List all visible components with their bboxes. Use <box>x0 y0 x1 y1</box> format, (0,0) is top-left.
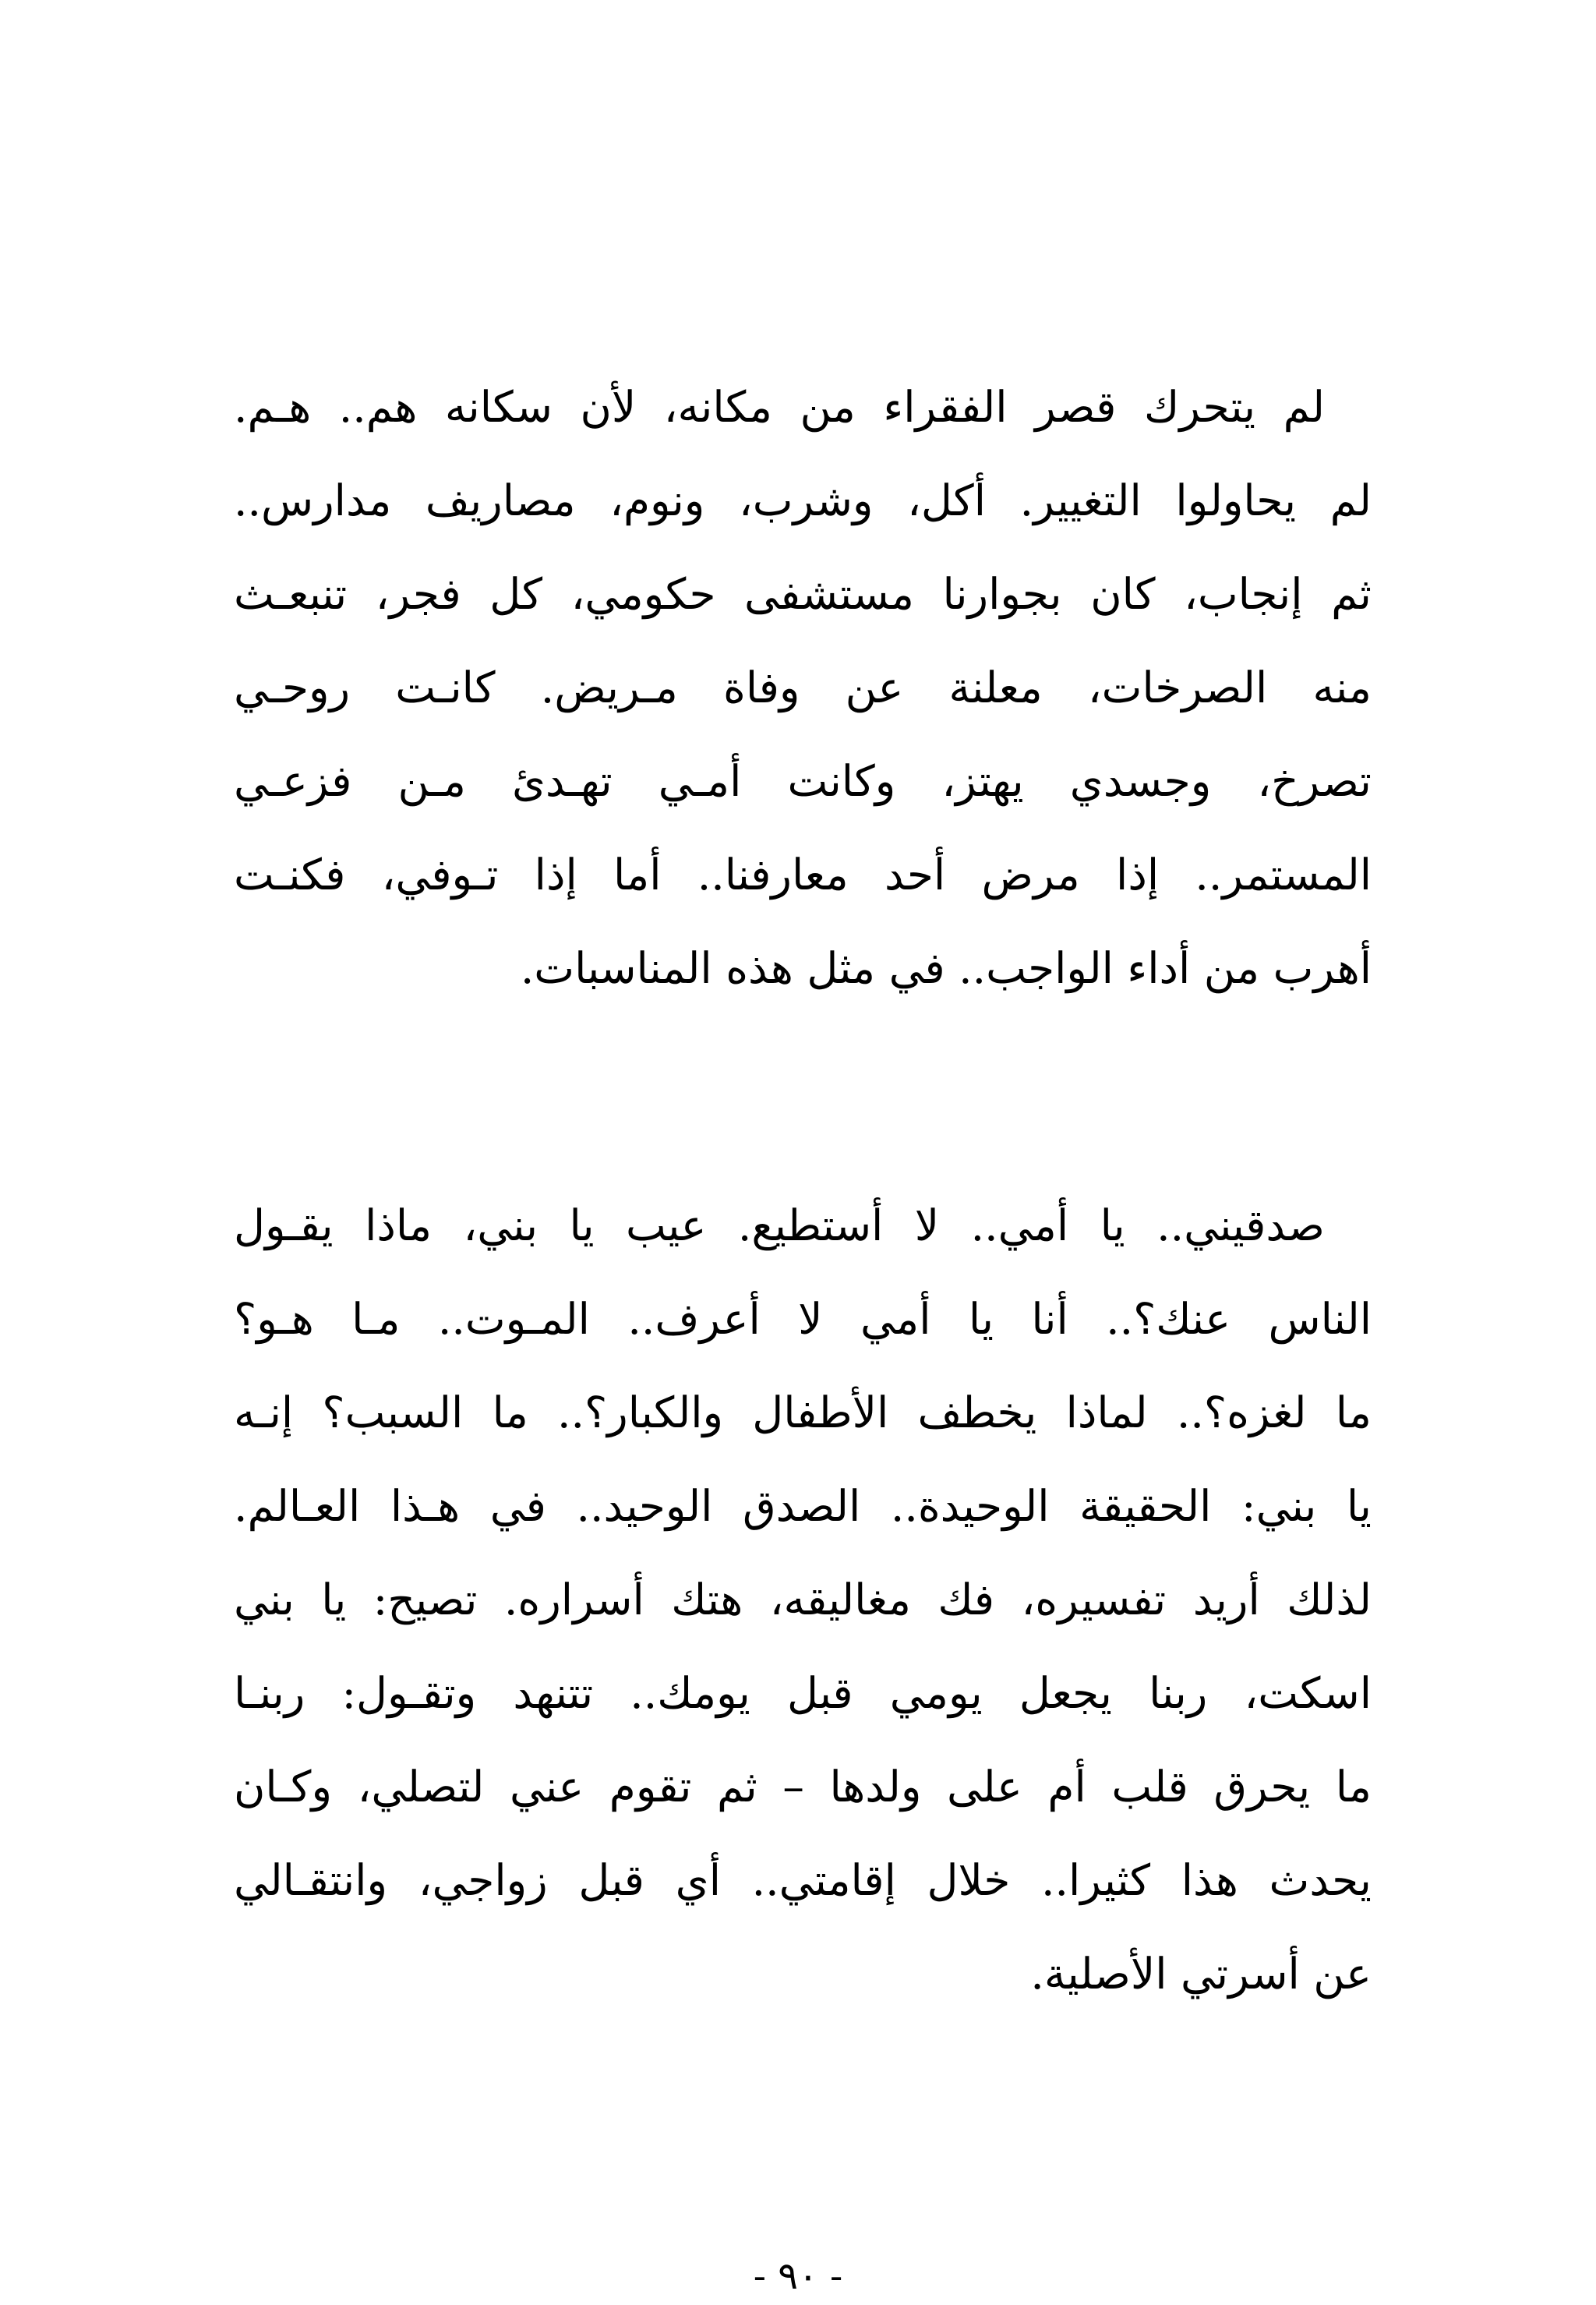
paragraph-line: لم يحاولوا التغيير. أكل، وشرب، ونوم، مصاريف مدارس.. <box>234 475 1372 525</box>
paragraph-line: يا بني: الحقيقة الوحيدة.. الصدق الوحيد.. في هـذا العـالم. <box>234 1481 1372 1531</box>
paragraph-line: لم يتحرك قصر الفقراء من مكانه، لأن سكانه هم.. هـم. <box>234 382 1325 432</box>
paragraph-2 <box>234 1179 1372 2020</box>
paragraph-line: الناس عنك؟.. أنا يا أمي لا أعرف.. المـوت.. مـا هـو؟ <box>234 1294 1372 1344</box>
paragraph-line: تصرخ، وجسدي يهتز، وكانت أمـي تهـدئ مـن فزعـي <box>234 756 1372 806</box>
paragraph-line: يحدث هذا كثيرا.. خلال إقامتي.. أي قبل زواجي، وانتقـالي <box>234 1855 1372 1905</box>
paragraph-line: ما يحرق قلب أم على ولدها – ثم تقوم عني لتصلي، وكـان <box>234 1762 1372 1812</box>
paragraph-line: أهرب من أداء الواجب.. في مثل هذه المناسبات. <box>520 943 1372 993</box>
paragraph-1 <box>234 360 1372 1015</box>
paragraph-line: ثم إنجاب، كان بجوارنا مستشفى حكومي، كل فجر، تنبعـث <box>234 569 1372 619</box>
paragraph-line: ما لغزه؟.. لماذا يخطف الأطفال والكبار؟.. ما السبب؟ إنـه <box>234 1388 1372 1437</box>
paragraph-line: عن أسرتي الأصلية. <box>1030 1949 1372 1999</box>
paragraph-line: لذلك أريد تفسيره، فك مغاليقه، هتك أسراره. تصيح: يا بني <box>234 1575 1372 1624</box>
paragraph-line: اسكت، ربنا يجعل يومي قبل يومك.. تتنهد وتقـول: ربنـا <box>234 1668 1372 1718</box>
paragraph-line: منه الصرخات، معلنة عن وفاة مـريض. كانـت روحـي <box>234 663 1372 712</box>
page-number: - ٩٠ - <box>753 2254 843 2298</box>
paragraph-line: المستمر.. إذا مرض أحد معارفنا.. أما إذا تـوفي، فكنـت <box>234 850 1372 900</box>
paragraph-line: صدقيني.. يا أمي.. لا أستطيع. عيب يا بني، ماذا يقـول <box>234 1200 1325 1250</box>
